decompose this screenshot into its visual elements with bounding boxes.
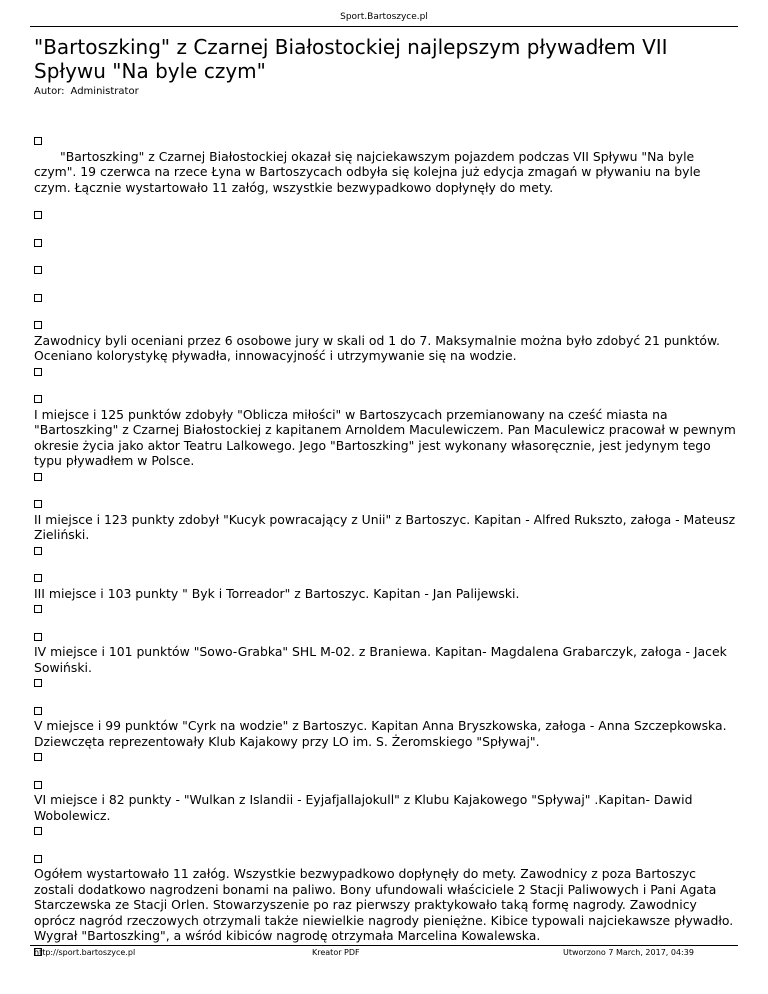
broken-image-icon — [34, 605, 42, 613]
broken-image-icon — [34, 781, 42, 789]
broken-image-icon — [34, 137, 42, 145]
broken-image-icon — [34, 294, 42, 302]
broken-image-icon — [34, 239, 42, 247]
broken-image-icon — [34, 855, 42, 863]
footer-creator: Kreator PDF — [312, 948, 360, 957]
broken-image-icon — [34, 574, 42, 582]
broken-image-icon — [34, 679, 42, 687]
place-3-paragraph: III miejsce i 103 punkty " Byk i Torreador" z Bartoszyc. Kapitan - Jan Palijewski. — [34, 585, 520, 601]
broken-image-icon — [34, 395, 42, 403]
broken-image-icon — [34, 266, 42, 274]
article-body — [34, 133, 736, 959]
place-4-paragraph: IV miejsce i 101 punktów "Sowo-Grabka" SHL M-02. z Braniewa. Kapitan- Magdalena Grabarczyk, załoga - Jacek Sowiński. — [34, 644, 727, 675]
author-line — [34, 85, 139, 98]
jury-paragraph: Zawodnicy byli oceniani przez 6 osobowe jury w skali od 1 do 7. Maksymalnie można było zdobyć 21 punktów. Oceniano kolorystykę pływadła, innowacyjność i utrzymywanie się na wodzie. — [34, 332, 720, 363]
broken-image-icon — [34, 473, 42, 481]
broken-image-icon — [34, 633, 42, 641]
broken-image-icon — [34, 368, 42, 376]
article-title: "Bartoszking" z Czarnej Białostockiej najlepszym pływadłem VII Spływu "Na byle czym" — [34, 35, 668, 83]
footer-divider — [30, 945, 738, 946]
broken-image-icon — [34, 753, 42, 761]
place-5-paragraph: V miejsce i 99 punktów "Cyrk na wodzie" z Bartoszyc. Kapitan Anna Bryszkowska, załoga - Anna Szczepkowska. Dziewczęta reprezentowały Klub Kajakowy przy LO im. S. Żeromskiego "Spływaj". — [34, 718, 727, 749]
broken-image-icon — [34, 211, 42, 219]
broken-image-icon — [34, 321, 42, 329]
summary-paragraph: Ogółem wystartowało 11 załóg. Wszystkie bezwypadkowo dopłynęły do mety. Zawodnicy z poza Bartoszyc zostali dodatkowo nagrodzeni bonami na paliwo. Bony ufundowali właściciele 2 Stacji Paliwowych i Pani Agata Starczewska ze Stacji Orlen. Stowarzyszenie po raz pierwszy praktykowało taką formę nagrody. Zawodnicy oprócz nagród rzeczowych otrzymali także niewielkie nagrody pieniężne. Kibice typowali najciekawsze pływadło. Wygrał "Bartoszking", a wśród kibiców nagrodę otrzymała Marcelina Kowalewska. — [34, 866, 734, 943]
place-1-paragraph: I miejsce i 125 punktów zdobyły "Oblicza miłości" w Bartoszycach przemianowany na cześć miasta na "Bartoszking" z Czarnej Białostockiej z kapitanem Arnoldem Maculewiczem. Pan Maculewicz pracował w pewnym okresie życia jako aktor Teatru Lalkowego. Jego "Bartoszking" jest wykonany własoręcznie, jest jedynym tego typu pływadłem w Polsce. — [34, 406, 736, 468]
broken-image-icon — [34, 827, 42, 835]
header-divider — [30, 26, 738, 27]
place-6-paragraph: VI miejsce i 82 punkty - "Wulkan z Islandii - Eyjafjallajokull" z Klubu Kajakowego "Spływaj" .Kapitan- Dawid Wobolewicz. — [34, 792, 693, 823]
intro-paragraph: "Bartoszking" z Czarnej Białostockiej okazał się najciekawszym pojazdem podczas VII Spływu "Na byle czym". 19 czerwca na rzece Łyna w Bartoszycach odbyła się kolejna już edycja zmagań w pływaniu na byle czym. Łącznie wystartowało 11 załóg, wszystkie bezwypadkowo dopłynęły do mety. — [34, 148, 701, 195]
broken-image-icon — [34, 500, 42, 508]
place-2-paragraph: II miejsce i 123 punkty zdobył "Kucyk powracający z Unii" z Bartoszyc. Kapitan - Alfred Rukszto, załoga - Mateusz Zieliński. — [34, 511, 736, 542]
footer-created-date: Utworzono 7 March, 2017, 04:39 — [563, 948, 694, 957]
broken-image-icon — [34, 547, 42, 555]
author-name: Administrator — [70, 86, 139, 97]
author-label: Autor: — [34, 86, 65, 97]
footer-url: http://sport.bartoszyce.pl — [34, 948, 136, 957]
broken-image-icon — [34, 707, 42, 715]
site-header: Sport.Bartoszyce.pl — [340, 12, 428, 22]
